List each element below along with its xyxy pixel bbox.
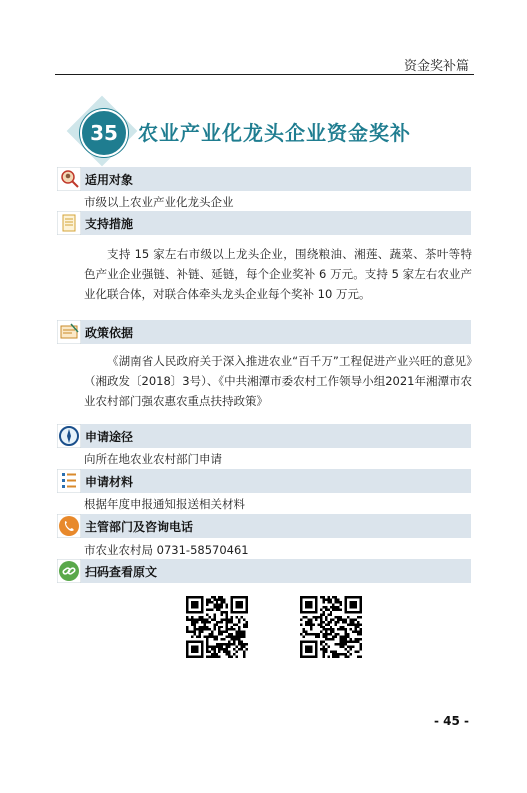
materials-text: 根据年度申报通知报送相关材料 [84,497,245,511]
header-section-title: 资金奖补篇 [403,59,469,74]
section-qrcode [57,559,471,583]
section-contact [57,514,471,538]
basis-text: 《湖南省人民政府关于深入推进农业“百千万”工程促进产业兴旺的意见》（湘政发〔2018〕3号）、《中共湘潭市委农村工作领导小组2021年湘潭市农业农村部门强农惠农重点扶持政策》 [84,354,472,408]
target-text: 市级以上农业产业化龙头企业 [84,195,234,209]
section-basis-label: 政策依据 [85,326,134,340]
measures-text: 支持 15 家左右市级以上龙头企业，围绕粮油、湘莲、蔬菜、茶叶等特色产业企业强链、补链、延链，每个企业奖补 6 万元。支持 5 家左右农业产业化联合体，对联合体牵头龙头企业每个奖补 10 万元。 [84,247,472,301]
section-contact-label: 主管部门及咨询电话 [85,520,194,534]
list-icon [57,469,81,493]
qr-code-1[interactable] [186,596,248,658]
channel-text: 向所在地农业农村部门申请 [84,452,222,466]
page-number: - 45 - [433,714,469,728]
page-title [74,100,414,162]
contact-text: 市农业农村局 0731-58570461 [84,543,249,557]
section-materials-label: 申请材料 [85,475,134,489]
person-search-icon [57,167,81,191]
section-measures [57,211,471,235]
qr-code-2[interactable] [300,596,362,658]
section-basis [57,320,471,344]
section-target [57,167,471,191]
link-icon [57,559,81,583]
section-target-label: 适用对象 [85,173,134,187]
section-qrcode-label: 扫码查看原文 [85,565,158,579]
compass-icon [57,424,81,448]
title-number-badge: 35 [80,109,128,157]
title-text: 农业产业化龙头企业资金奖补 [138,121,411,145]
section-measures-label: 支持措施 [85,217,134,231]
checklist-icon [57,211,81,235]
phone-icon [57,514,81,538]
section-materials [57,469,471,493]
section-channel [57,424,471,448]
section-channel-label: 申请途径 [85,430,134,444]
document-icon [57,320,81,344]
header-rule [55,74,474,75]
